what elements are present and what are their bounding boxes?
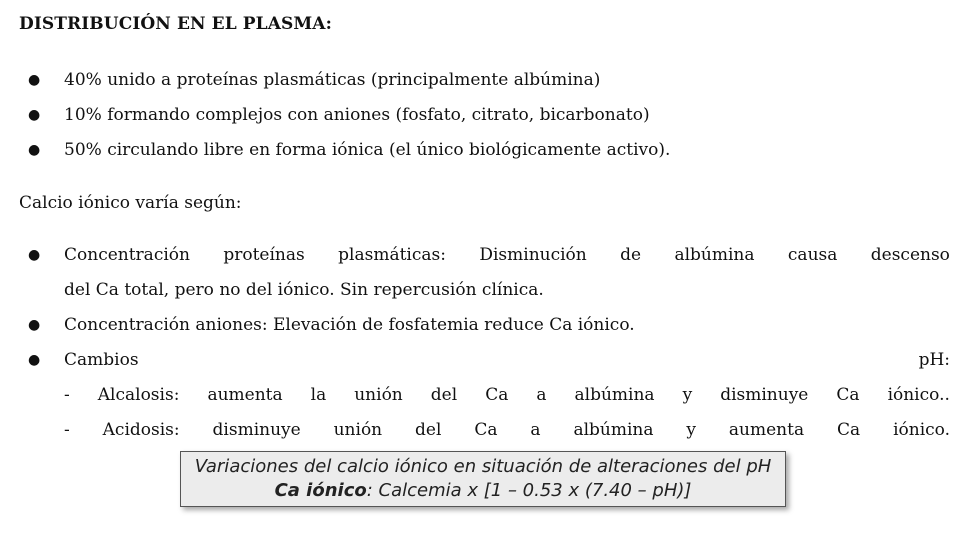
bullet-icon: ● — [28, 72, 41, 88]
formula-box — [180, 451, 786, 507]
formula-expression: Ca iónico: Calcemia x [1 – 0.53 x (7.40 – pH)] — [274, 480, 692, 501]
word: iónico.. — [887, 385, 950, 405]
word: disminuye — [720, 385, 809, 405]
justified-line — [64, 413, 950, 448]
justified-line — [64, 238, 950, 273]
word: unión — [333, 420, 383, 440]
word: disminuye — [212, 420, 301, 440]
list-item: ● 50% circulando libre en forma iónica (el único biológicamente activo). — [19, 133, 939, 168]
bullet-icon: ● — [28, 317, 41, 333]
word: y — [686, 420, 697, 440]
word: iónico. — [893, 420, 950, 440]
word: la — [310, 385, 327, 405]
word: causa — [787, 245, 838, 265]
word: albúmina — [674, 245, 755, 265]
list-item: ● 10% formando complejos con aniones (fosfato, citrato, bicarbonato) — [19, 98, 939, 133]
word: - — [64, 385, 70, 405]
word: Ca — [485, 385, 509, 405]
word: del — [430, 385, 458, 405]
intro-text: Calcio iónico varía según: — [19, 193, 242, 213]
factors-list — [19, 238, 950, 448]
justified-line — [64, 378, 950, 413]
word: Acidosis: — [102, 420, 180, 440]
justified-line: Cambios pH: — [64, 350, 950, 370]
word: y — [682, 385, 693, 405]
word: Concentración — [64, 245, 190, 265]
word: Ca — [474, 420, 498, 440]
list-item-ph — [19, 343, 950, 448]
word: unión — [354, 385, 403, 405]
plasma-distribution-list — [19, 63, 939, 168]
word: de — [620, 245, 642, 265]
word: Disminución — [479, 245, 587, 265]
section-heading: DISTRIBUCIÓN EN EL PLASMA: — [19, 14, 332, 34]
bullet-icon: ● — [28, 247, 41, 263]
list-item-proteins — [19, 238, 950, 308]
word: aumenta — [728, 420, 805, 440]
list-item: ● 40% unido a proteínas plasmáticas (principalmente albúmina) — [19, 63, 939, 98]
formula-label: Ca iónico — [274, 480, 367, 501]
word: Ca — [837, 420, 861, 440]
word: Ca — [836, 385, 860, 405]
bullet-icon: ● — [28, 352, 41, 368]
list-item-anions: ● Concentración aniones: Elevación de fosfatemia reduce Ca iónico. — [19, 308, 950, 343]
word: - — [64, 420, 70, 440]
word: descenso — [870, 245, 950, 265]
word: plasmáticas: — [338, 245, 446, 265]
word: del — [415, 420, 442, 440]
word: albúmina — [574, 385, 655, 405]
word: proteínas — [223, 245, 305, 265]
bullet-icon: ● — [28, 107, 41, 123]
list-item-continuation: del Ca total, pero no del iónico. Sin repercusión clínica. — [64, 280, 544, 300]
word: aumenta — [207, 385, 283, 405]
word: Alcalosis: — [97, 385, 180, 405]
word: a — [536, 385, 547, 405]
word: a — [530, 420, 541, 440]
word: albúmina — [573, 420, 654, 440]
bullet-icon: ● — [28, 142, 41, 158]
formula-title: Variaciones del calcio iónico en situación de alteraciones del pH — [194, 456, 772, 477]
